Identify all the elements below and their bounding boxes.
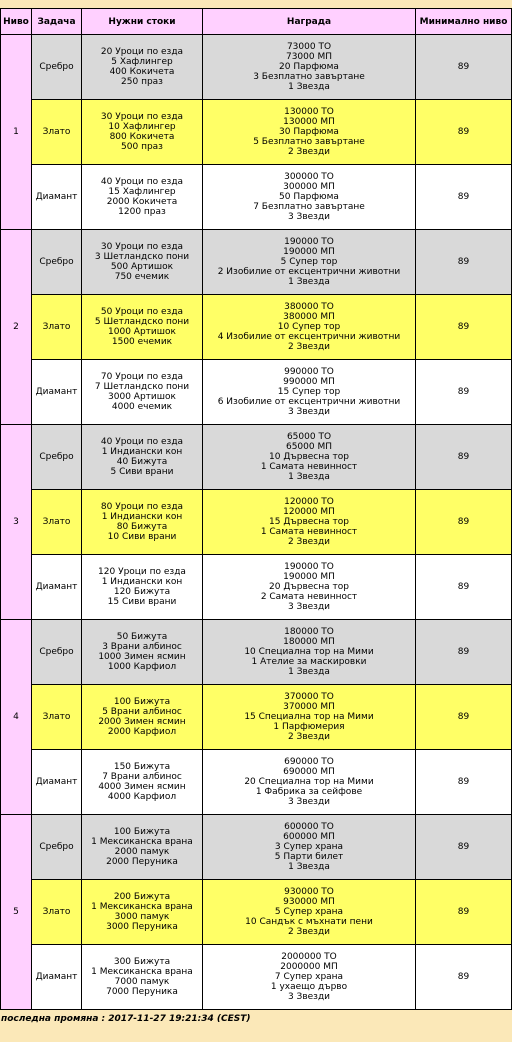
level-cell: 1: [1, 35, 32, 230]
reward-line: 10 Сандък с мъхнати пени: [245, 917, 373, 927]
reward-line: 2 Звезди: [287, 342, 331, 352]
goods-line: 2000 Карфиол: [107, 727, 177, 737]
goods-line: 1000 Артишок: [108, 327, 176, 337]
goods-line: 10 Хафлингер: [108, 122, 176, 132]
goods-line: 120 Бижута: [113, 587, 171, 597]
reward-line: 690000 МП: [283, 767, 335, 777]
goods-line: 50 Уроци по езда: [100, 307, 184, 317]
header-level: Ниво: [1, 9, 32, 35]
reward-line: 370000 ТО: [284, 692, 334, 702]
min-level-cell: 89: [416, 425, 512, 490]
goods-line: 3 Врани албинос: [102, 642, 182, 652]
task-cell: Злато: [32, 100, 82, 165]
header-reward: Награда: [203, 9, 416, 35]
reward-line: 50 Парфюма: [279, 192, 339, 202]
goods-cell: [82, 490, 203, 555]
goods-line: 1 Мексиканска врана: [91, 967, 193, 977]
goods-line: 7 Врани албинос: [102, 772, 182, 782]
goods-line: 2000 Зимен ясмин: [98, 717, 186, 727]
reward-line: 380000 МП: [283, 312, 335, 322]
reward-line: 180000 МП: [283, 637, 335, 647]
min-level-cell: 89: [416, 230, 512, 295]
reward-line: 2 Изобилие от ексцентрични животни: [217, 267, 401, 277]
reward-cell: [203, 945, 416, 1010]
goods-cell: [82, 685, 203, 750]
goods-line: 1200 праз: [118, 207, 166, 217]
goods-line: 3000 Перуника: [106, 922, 178, 932]
reward-line: 65000 МП: [285, 442, 333, 452]
goods-line: 5 Сиви врани: [110, 467, 174, 477]
reward-line: 990000 ТО: [284, 367, 334, 377]
reward-line: 6 Изобилие от ексцентрични животни: [217, 397, 401, 407]
reward-line: 3 Звезди: [287, 992, 331, 1002]
reward-line: 4 Изобилие от ексцентрични животни: [217, 332, 401, 342]
goods-line: 4000 Зимен ясмин: [98, 782, 186, 792]
min-level-cell: 89: [416, 945, 512, 1010]
reward-line: 1 Звезда: [288, 472, 330, 482]
goods-cell: [82, 815, 203, 880]
table-row: [1, 100, 512, 165]
reward-cell: [203, 425, 416, 490]
table-row: [1, 35, 512, 100]
reward-line: 130000 МП: [283, 117, 335, 127]
reward-line: 3 Звезди: [287, 212, 331, 222]
task-cell: Злато: [32, 880, 82, 945]
reward-cell: [203, 815, 416, 880]
reward-line: 10 Специална тор на Мими: [244, 647, 374, 657]
task-cell: Диамант: [32, 750, 82, 815]
reward-line: 73000 ТО: [286, 42, 332, 52]
goods-line: 300 Бижута: [113, 957, 171, 967]
reward-cell: [203, 295, 416, 360]
table-body: [1, 35, 512, 1010]
reward-line: 5 Безплатно завъртане: [253, 137, 365, 147]
goods-line: 40 Уроци по езда: [100, 177, 184, 187]
min-level-cell: 89: [416, 685, 512, 750]
goods-line: 1 Мексиканска врана: [91, 902, 193, 912]
header-min-level: Минимално ниво: [416, 9, 512, 35]
reward-line: 990000 МП: [283, 377, 335, 387]
reward-line: 5 Супер храна: [274, 907, 344, 917]
reward-cell: [203, 165, 416, 230]
goods-line: 2000 памук: [114, 847, 170, 857]
reward-line: 2 Звезди: [287, 732, 331, 742]
goods-cell: [82, 620, 203, 685]
reward-cell: [203, 490, 416, 555]
reward-line: 2 Звезди: [287, 927, 331, 937]
task-cell: Диамант: [32, 360, 82, 425]
goods-line: 1000 Карфиол: [107, 662, 177, 672]
reward-line: 600000 МП: [283, 832, 335, 842]
goods-line: 5 Врани албинос: [102, 707, 182, 717]
goods-line: 80 Бижута: [116, 522, 168, 532]
reward-line: 120000 ТО: [284, 497, 334, 507]
goods-line: 120 Уроци по езда: [98, 567, 186, 577]
goods-line: 80 Уроци по езда: [100, 502, 184, 512]
reward-cell: [203, 880, 416, 945]
level-cell: 4: [1, 620, 32, 815]
goods-line: 1 Индиански кон: [101, 512, 183, 522]
table-row: [1, 750, 512, 815]
goods-cell: [82, 425, 203, 490]
goods-line: 3000 Артишок: [108, 392, 176, 402]
goods-line: 3000 памук: [114, 912, 170, 922]
min-level-cell: 89: [416, 815, 512, 880]
table-row: [1, 490, 512, 555]
task-cell: Сребро: [32, 425, 82, 490]
reward-line: 300000 ТО: [284, 172, 334, 182]
reward-line: 5 Парти билет: [274, 852, 344, 862]
goods-cell: [82, 100, 203, 165]
reward-line: 2 Самата невинност: [260, 592, 358, 602]
reward-cell: [203, 230, 416, 295]
task-cell: Сребро: [32, 620, 82, 685]
goods-line: 100 Бижута: [113, 827, 171, 837]
task-cell: Диамант: [32, 555, 82, 620]
goods-line: 7000 Перуника: [106, 987, 178, 997]
goods-line: 30 Уроци по езда: [100, 112, 184, 122]
goods-line: 2000 Кокичета: [106, 197, 178, 207]
reward-line: 20 Специална тор на Мими: [244, 777, 374, 787]
reward-line: 930000 МП: [283, 897, 335, 907]
reward-line: 3 Звезди: [287, 602, 331, 612]
goods-cell: [82, 360, 203, 425]
min-level-cell: 89: [416, 555, 512, 620]
goods-cell: [82, 945, 203, 1010]
reward-cell: [203, 100, 416, 165]
reward-line: 190000 МП: [283, 572, 335, 582]
reward-line: 3 Звезди: [287, 407, 331, 417]
min-level-cell: 89: [416, 620, 512, 685]
reward-cell: [203, 35, 416, 100]
goods-line: 70 Уроци по езда: [100, 372, 184, 382]
reward-line: 370000 МП: [283, 702, 335, 712]
task-cell: Злато: [32, 490, 82, 555]
min-level-cell: 89: [416, 295, 512, 360]
reward-line: 5 Супер тор: [280, 257, 338, 267]
reward-line: 3 Безплатно завъртане: [253, 72, 365, 82]
task-cell: Сребро: [32, 35, 82, 100]
goods-line: 500 Артишок: [110, 262, 174, 272]
min-level-cell: 89: [416, 750, 512, 815]
goods-cell: [82, 165, 203, 230]
reward-line: 2 Звезди: [287, 147, 331, 157]
reward-line: 20 Парфюма: [279, 62, 339, 72]
reward-line: 190000 ТО: [284, 237, 334, 247]
tasks-table: [0, 8, 512, 1010]
reward-line: 1 Фабрика за сейфове: [255, 787, 363, 797]
reward-line: 180000 ТО: [284, 627, 334, 637]
last-modified: последна промяна : 2017-11-27 19:21:34 (CEST): [1, 1014, 251, 1024]
goods-line: 7000 памук: [114, 977, 170, 987]
goods-line: 150 Бижута: [113, 762, 171, 772]
reward-line: 3 Супер храна: [274, 842, 344, 852]
reward-line: 1 Звезда: [288, 667, 330, 677]
table-row: [1, 165, 512, 230]
goods-line: 4000 Карфиол: [107, 792, 177, 802]
goods-line: 200 Бижута: [113, 892, 171, 902]
goods-line: 400 Кокичета: [109, 67, 175, 77]
reward-line: 120000 МП: [283, 507, 335, 517]
reward-cell: [203, 360, 416, 425]
goods-line: 50 Бижута: [116, 632, 168, 642]
goods-line: 30 Уроци по езда: [100, 242, 184, 252]
goods-line: 800 Кокичета: [109, 132, 175, 142]
reward-line: 2000000 МП: [280, 962, 338, 972]
reward-line: 15 Дървесна тор: [269, 517, 349, 527]
reward-line: 1 Самата невинност: [260, 462, 358, 472]
table-row: [1, 295, 512, 360]
min-level-cell: 89: [416, 100, 512, 165]
goods-line: 1 Индиански кон: [101, 447, 183, 457]
goods-line: 250 праз: [121, 77, 163, 87]
reward-line: 65000 ТО: [286, 432, 332, 442]
goods-line: 500 праз: [121, 142, 163, 152]
reward-line: 15 Супер тор: [277, 387, 341, 397]
header-task: Задача: [32, 9, 82, 35]
goods-cell: [82, 880, 203, 945]
task-cell: Злато: [32, 685, 82, 750]
goods-line: 1000 Зимен ясмин: [98, 652, 186, 662]
level-cell: 5: [1, 815, 32, 1010]
reward-line: 600000 ТО: [284, 822, 334, 832]
reward-line: 20 Дървесна тор: [269, 582, 349, 592]
task-cell: Злато: [32, 295, 82, 360]
level-cell: 3: [1, 425, 32, 620]
table-row: [1, 945, 512, 1010]
reward-line: 7 Безплатно завъртане: [253, 202, 365, 212]
reward-line: 690000 ТО: [284, 757, 334, 767]
reward-line: 1 Звезда: [288, 82, 330, 92]
goods-line: 15 Хафлингер: [108, 187, 176, 197]
reward-cell: [203, 750, 416, 815]
task-cell: Сребро: [32, 815, 82, 880]
goods-cell: [82, 35, 203, 100]
goods-line: 40 Уроци по езда: [100, 437, 184, 447]
min-level-cell: 89: [416, 35, 512, 100]
min-level-cell: 89: [416, 360, 512, 425]
min-level-cell: 89: [416, 165, 512, 230]
goods-line: 40 Бижута: [116, 457, 168, 467]
goods-line: 100 Бижута: [113, 697, 171, 707]
table-row: [1, 425, 512, 490]
header-goods: Нужни стоки: [82, 9, 203, 35]
goods-cell: [82, 750, 203, 815]
reward-line: 930000 ТО: [284, 887, 334, 897]
goods-cell: [82, 295, 203, 360]
reward-line: 10 Дървесна тор: [269, 452, 349, 462]
reward-line: 30 Парфюма: [279, 127, 339, 137]
goods-line: 20 Уроци по езда: [100, 47, 184, 57]
reward-cell: [203, 555, 416, 620]
goods-line: 750 ечемик: [114, 272, 170, 282]
table-row: [1, 230, 512, 295]
reward-line: 7 Супер храна: [274, 972, 344, 982]
min-level-cell: 89: [416, 880, 512, 945]
goods-line: 7 Шетландско пони: [94, 382, 190, 392]
table-row: [1, 555, 512, 620]
reward-line: 1 Самата невинност: [260, 527, 358, 537]
task-cell: Сребро: [32, 230, 82, 295]
reward-line: 380000 ТО: [284, 302, 334, 312]
header-row: [1, 9, 512, 35]
goods-line: 1 Мексиканска врана: [91, 837, 193, 847]
reward-cell: [203, 620, 416, 685]
reward-line: 10 Супер тор: [277, 322, 341, 332]
reward-line: 3 Звезди: [287, 797, 331, 807]
reward-line: 73000 МП: [285, 52, 333, 62]
reward-line: 1 Парфюмерия: [273, 722, 345, 732]
table-row: [1, 880, 512, 945]
level-cell: 2: [1, 230, 32, 425]
reward-line: 15 Специална тор на Мими: [244, 712, 374, 722]
table-row: [1, 620, 512, 685]
task-cell: Диамант: [32, 165, 82, 230]
reward-line: 300000 МП: [283, 182, 335, 192]
goods-cell: [82, 555, 203, 620]
table-row: [1, 685, 512, 750]
reward-line: 1 ухаещо дърво: [270, 982, 348, 992]
goods-line: 10 Сиви врани: [107, 532, 177, 542]
reward-line: 190000 МП: [283, 247, 335, 257]
min-level-cell: 89: [416, 490, 512, 555]
reward-line: 1 Ателие за маскировки: [251, 657, 367, 667]
reward-line: 190000 ТО: [284, 562, 334, 572]
table-row: [1, 360, 512, 425]
reward-cell: [203, 685, 416, 750]
goods-line: 1 Индиански кон: [101, 577, 183, 587]
reward-line: 2 Звезди: [287, 537, 331, 547]
reward-line: 1 Звезда: [288, 277, 330, 287]
task-cell: Диамант: [32, 945, 82, 1010]
goods-line: 4000 ечемик: [111, 402, 173, 412]
reward-line: 130000 ТО: [284, 107, 334, 117]
goods-line: 2000 Перуника: [106, 857, 178, 867]
goods-line: 5 Шетландско пони: [94, 317, 190, 327]
goods-line: 15 Сиви врани: [107, 597, 177, 607]
goods-cell: [82, 230, 203, 295]
goods-line: 1500 ечемик: [111, 337, 173, 347]
table-row: [1, 815, 512, 880]
reward-line: 2000000 ТО: [281, 952, 337, 962]
reward-line: 1 Звезда: [288, 862, 330, 872]
goods-line: 5 Хафлингер: [111, 57, 173, 67]
goods-line: 3 Шетландско пони: [94, 252, 190, 262]
